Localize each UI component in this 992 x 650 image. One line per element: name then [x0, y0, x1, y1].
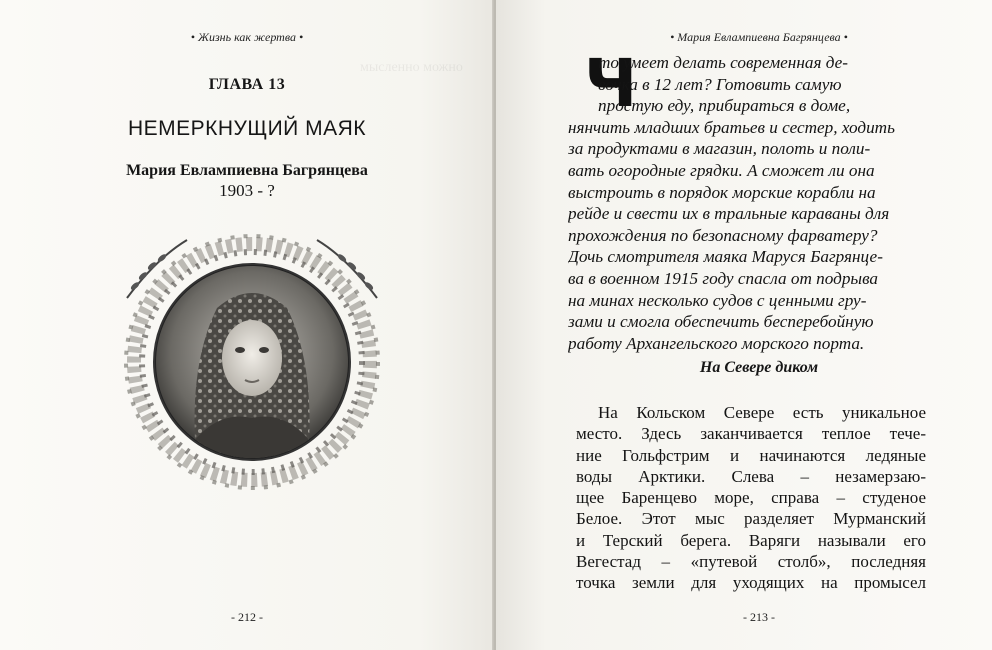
intro-line: рейде и свести их в тральные караваны для — [568, 204, 890, 224]
intro-line: работу Архангельского морского порта. — [568, 333, 865, 353]
intro-line: Дочь смотрителя маяка Маруся Багрянце- — [568, 247, 883, 267]
intro-line: нянчить младших братьев и сестер, ходить — [568, 117, 895, 137]
chapter-label: ГЛАВА 13 — [208, 76, 286, 93]
person-years: 1903 - ? — [219, 181, 275, 200]
body-line: и Терский берега. Варяги называли его — [576, 530, 926, 550]
body-line: ние Гольфстрим и начинаются ледяные — [576, 445, 926, 465]
section-subheading: На Севере диком — [699, 359, 819, 376]
page-number-right: - 213 - — [743, 610, 775, 624]
body-text — [576, 402, 926, 594]
intro-line: то умеет делать современная де- — [598, 53, 848, 72]
body-line: щее Баренцево море, справа – студеное — [576, 488, 926, 508]
intro-line: зами и смогла обеспечить бесперебойную — [568, 312, 874, 332]
intro-line: вочка в 12 лет? Готовить самую — [598, 74, 842, 94]
intro-line: прохождения по безопасному фарватеру? — [568, 225, 878, 245]
intro-line: вать огородные грядки. А сможет ли она — [568, 160, 875, 180]
chapter-title: НЕМЕРКНУЩИЙ МАЯК — [127, 117, 367, 140]
body-line: место. Здесь заканчивается теплое тече- — [576, 424, 926, 444]
drop-cap: Ч — [584, 45, 638, 122]
left-page: • Жизнь как жертва • ГЛАВА 13 НЕМЕРКНУЩИЙ МАЯК Мария Евлампиевна Багрянцева 1903 - ? мысленно можно - 212 - — [0, 0, 494, 650]
chapter-intro — [568, 45, 928, 354]
portrait-wreath-illustration — [117, 218, 387, 490]
body-line: На Кольском Севере есть уникальное — [598, 403, 926, 422]
body-line: Вегестад – «путевой столб», последняя — [576, 552, 926, 572]
intro-line: ва в военном 1915 году спасла от подрыва — [568, 268, 879, 288]
intro-line: выстроить в порядок морские корабли на — [568, 182, 876, 202]
intro-line: за продуктами в магазин, полоть и поли- — [568, 139, 871, 159]
page-number-left: - 212 - — [231, 610, 263, 624]
running-head-left: • Жизнь как жертва • — [190, 30, 304, 44]
person-name: Мария Евлампиевна Багрянцева — [126, 162, 368, 179]
portrait-with-wreath — [117, 218, 387, 490]
right-page — [496, 0, 992, 650]
body-line: точка земли для уходящих на промысел — [576, 573, 926, 593]
running-head-right: • Мария Евлампиевна Багрянцева • — [670, 30, 848, 44]
body-line: Белое. Этот мыс разделяет Мурманский — [576, 509, 926, 529]
intro-line: на минах несколько судов с ценными гру- — [568, 290, 867, 310]
body-line: воды Арктики. Слева – незамерзаю- — [576, 466, 926, 486]
intro-line: простую еду, прибираться в доме, — [598, 96, 851, 116]
